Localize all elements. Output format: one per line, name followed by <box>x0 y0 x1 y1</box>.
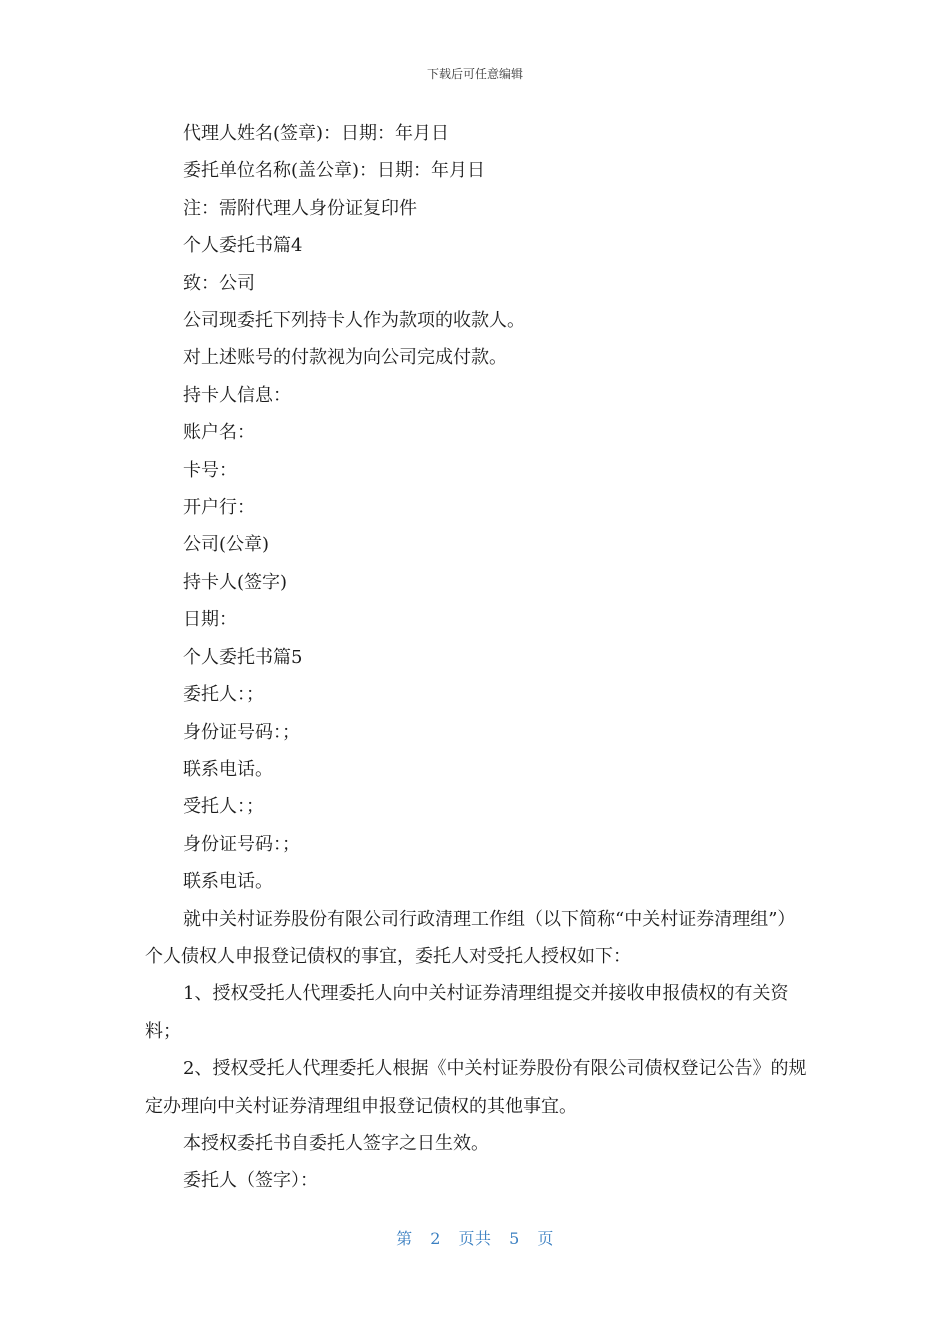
paragraph: 就中关村证券股份有限公司行政清理工作组（以下简称“中关村证券清理组”）个人债权人申报登记债权的事宜，委托人对受托人授权如下： <box>145 908 796 967</box>
paragraph: 持卡人(签字) <box>183 571 288 593</box>
paragraph: 1、授权受托人代理委托人向中关村证券清理组提交并接收申报债权的有关资料； <box>145 983 789 1042</box>
paragraph: 公司现委托下列持卡人作为款项的收款人。 <box>183 310 525 332</box>
paragraph: 对上述账号的付款视为向公司完成付款。 <box>183 347 507 369</box>
paragraph: 委托人（签字）： <box>183 1170 318 1192</box>
paragraph: 身份证号码：； <box>183 833 300 855</box>
footer-prefix: 第 <box>396 1229 413 1248</box>
paragraph: 身份证号码：； <box>183 721 300 743</box>
paragraph: 致：公司 <box>183 272 255 294</box>
paragraph: 代理人姓名(签章)：日期：年月日 <box>183 123 450 144</box>
paragraph: 联系电话。 <box>183 871 273 893</box>
page-footer <box>0 1228 950 1250</box>
paragraph: 卡号： <box>183 459 237 481</box>
paragraph: 账户名： <box>183 422 255 444</box>
paragraph: 公司(公章) <box>183 534 270 556</box>
paragraph: 联系电话。 <box>183 758 273 780</box>
paragraph: 开户行： <box>183 497 255 519</box>
footer-middle: 页共 <box>458 1229 492 1248</box>
total-page-count: 5 <box>509 1229 520 1248</box>
paragraph: 委托人：； <box>183 684 264 706</box>
document-body <box>145 115 810 1200</box>
footer-suffix: 页 <box>537 1229 554 1248</box>
paragraph: 受托人：； <box>183 796 264 818</box>
page-header: 下载后可任意编辑 <box>426 67 523 81</box>
paragraph: 持卡人信息： <box>183 384 291 406</box>
section-heading: 个人委托书篇5 <box>183 646 303 668</box>
paragraph: 委托单位名称(盖公章)：日期：年月日 <box>183 160 486 182</box>
current-page-number: 2 <box>430 1229 441 1248</box>
paragraph: 本授权委托书自委托人签字之日生效。 <box>183 1132 489 1154</box>
paragraph: 日期： <box>183 609 237 631</box>
section-heading: 个人委托书篇4 <box>183 235 303 257</box>
paragraph: 2、授权受托人代理委托人根据《中关村证券股份有限公司债权登记公告》的规定办理向中关村证券清理组申报登记债权的其他事宜。 <box>145 1058 807 1117</box>
paragraph: 注：需附代理人身份证复印件 <box>183 197 417 219</box>
